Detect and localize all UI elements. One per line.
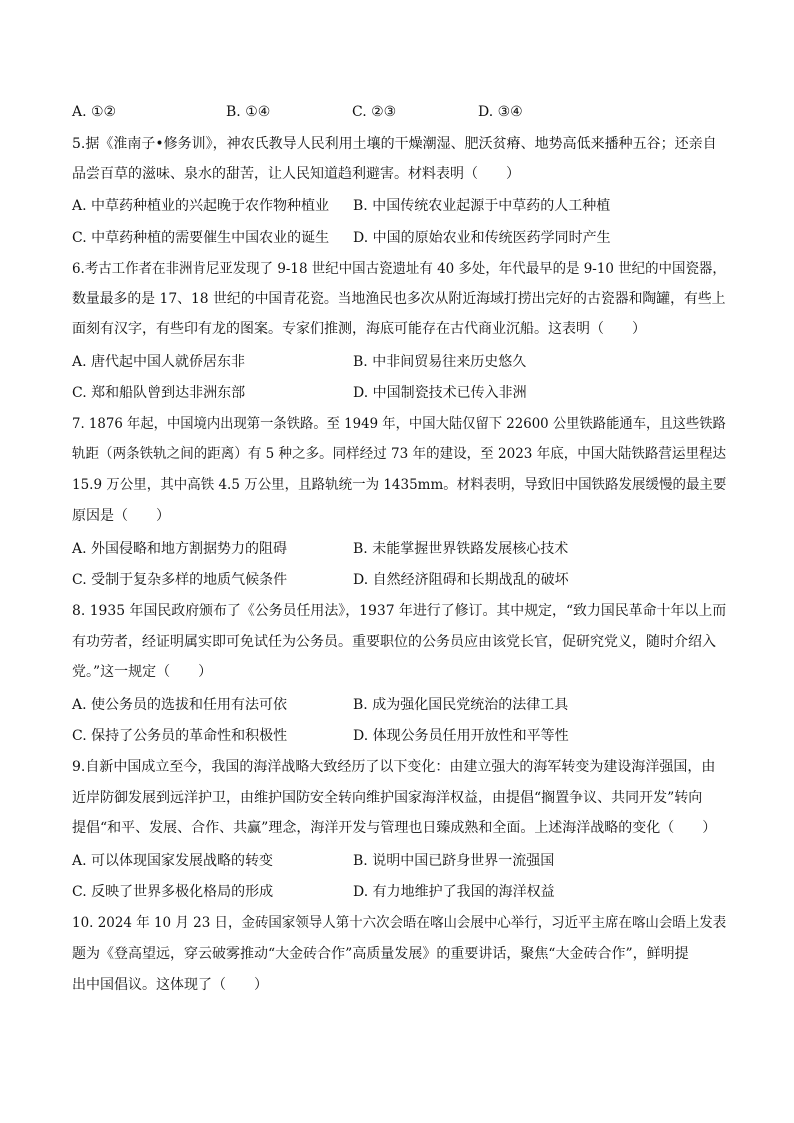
q5-stem-line: 品尝百草的滋味、泉水的甜苦，让人民知道趋利避害。材料表明（ ）	[72, 166, 520, 182]
q6-stem-line: 面刻有汉字，有些印有龙的图案。专家们推测，海底可能存在古代商业沉船。这表明（ ）	[72, 321, 646, 337]
q6-option-c: C. 郑和船队曾到达非洲东部	[72, 385, 246, 401]
q9-stem-line: 提倡“和平、发展、合作、共赢”理念，海洋开发与管理也日臻成熟和全面。上述海洋战略的变化（ ）	[72, 820, 717, 836]
q8-stem-line: 有功劳者，经证明属实即可免试任为公务员。重要职位的公务员应由该党长官，促研究党义，随时介绍入	[72, 634, 716, 650]
q4-option-c: C. ②③	[352, 104, 397, 120]
q10-stem-line: 出中国倡议。这体现了（ ）	[72, 977, 268, 993]
q9-option-c: C. 反映了世界多极化格局的形成	[72, 884, 274, 900]
q4-option-d: D. ③④	[478, 104, 523, 120]
q5-option-b: B. 中国传统农业起源于中草药的人工种植	[353, 198, 611, 214]
q6-stem-line: 数量最多的是 17、18 世纪的中国青花瓷。当地渔民也多次从附近海域打捞出完好的古瓷器和陶罐，有些上	[72, 291, 726, 307]
q9-option-a: A. 可以体现国家发展战略的转变	[72, 853, 274, 869]
q9-option-d: D. 有力地维护了我国的海洋权益	[353, 884, 555, 900]
q8-stem-line: 党。”这一规定（ ）	[72, 664, 213, 680]
q8-option-a: A. 使公务员的选拔和任用有法可依	[72, 697, 288, 713]
q5-stem-line: 5.据《淮南子•修务训》，神农氏教导人民利用土壤的干燥潮湿、肥沃贫瘠、地势高低来播种五谷；还亲自	[72, 136, 717, 152]
q6-option-b: B. 中非间贸易往来历史悠久	[353, 354, 527, 370]
q5-option-a: A. 中草药种植业的兴起晚于农作物种植业	[72, 198, 330, 214]
q10-stem-line: 题为《登高望远，穿云破雾推动“大金砖合作”高质量发展》的重要讲话，聚焦“大金砖合作”，鲜明提	[72, 946, 689, 962]
q6-option-d: D. 中国制瓷技术已传入非洲	[353, 385, 527, 401]
q7-option-c: C. 受制于复杂多样的地质气候条件	[72, 572, 288, 588]
q5-option-d: D. 中国的原始农业和传统医药学同时产生	[353, 230, 611, 246]
q7-stem-line: 原因是（ ）	[72, 508, 170, 524]
q6-stem-line: 6.考古工作者在非洲肯尼亚发现了 9-18 世纪中国古瓷遗址有 40 多处，年代最早的是 9-10 世纪的中国瓷器，	[72, 261, 726, 277]
q8-stem-line: 8. 1935 年国民政府颁布了《公务员任用法》，1937 年进行了修订。其中规定，“致力国民革命十年以上而	[72, 603, 727, 619]
q7-stem-line: 15.9 万公里，其中高铁 4.5 万公里，且路轨统一为 1435mm。材料表明，导致旧中国铁路发展缓慢的最主要	[72, 477, 727, 493]
q8-option-c: C. 保持了公务员的革命性和积极性	[72, 728, 288, 744]
q7-stem-line: 轨距（两条铁轨之间的距离）有 5 种之多。同样经过 73 年的建设，至 2023 年底，中国大陆铁路营运里程达	[72, 446, 727, 462]
q4-option-a: A. ①②	[72, 104, 117, 120]
q9-stem-line: 近岸防御发展到远洋护卫，由维护国防安全转向维护国家海洋权益，由提倡“搁置争议、共同开发”转向	[72, 790, 703, 806]
q6-option-a: A. 唐代起中国人就侨居东非	[72, 354, 246, 370]
q8-option-d: D. 体现公务员任用开放性和平等性	[353, 728, 569, 744]
q7-option-a: A. 外国侵略和地方割据势力的阻碍	[72, 541, 288, 557]
q7-option-d: D. 自然经济阻碍和长期战乱的破坏	[353, 572, 569, 588]
q9-option-b: B. 说明中国已跻身世界一流强国	[353, 853, 555, 869]
q9-stem-line: 9.自新中国成立至今，我国的海洋战略大致经历了以下变化：由建立强大的海军转变为建设海洋强国，由	[72, 759, 716, 775]
q8-option-b: B. 成为强化国民党统治的法律工具	[353, 697, 569, 713]
q10-stem-line: 10. 2024 年 10 月 23 日，金砖国家领导人第十六次会晤在喀山会展中心举行，习近平主席在喀山会晤上发表	[72, 915, 727, 931]
q4-option-b: B. ①④	[226, 104, 271, 120]
q5-option-c: C. 中草药种植的需要催生中国农业的诞生	[72, 230, 330, 246]
q7-stem-line: 7. 1876 年起，中国境内出现第一条铁路。至 1949 年，中国大陆仅留下 22600 公里铁路能通车，且这些铁路	[72, 416, 726, 432]
q7-option-b: B. 未能掌握世界铁路发展核心技术	[353, 541, 569, 557]
